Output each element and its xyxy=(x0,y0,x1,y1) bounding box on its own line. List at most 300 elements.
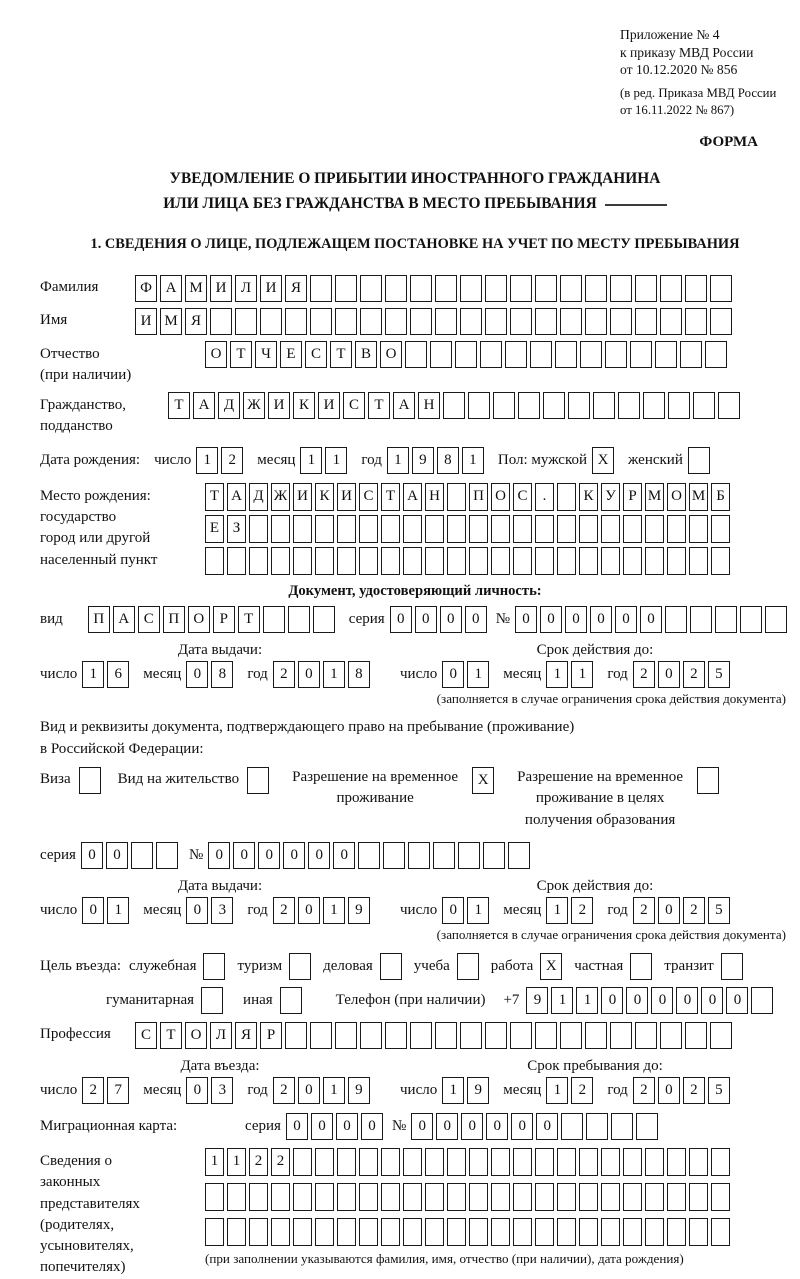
firstname-cell[interactable] xyxy=(585,308,607,335)
birth-place-cell[interactable] xyxy=(293,515,312,543)
firstname-cell[interactable] xyxy=(435,308,457,335)
doc-kind-cell[interactable]: А xyxy=(113,606,135,633)
expiry-month-cell[interactable]: 1 xyxy=(571,661,593,688)
issue-day-cell[interactable]: 1 xyxy=(82,661,104,688)
issue-month-cell[interactable]: 0 xyxy=(186,661,208,688)
migration-number-cell[interactable]: 0 xyxy=(511,1113,533,1140)
birth-place-cell[interactable]: Р xyxy=(623,483,642,511)
citizenship-cell[interactable] xyxy=(543,392,565,419)
citizenship-cell[interactable]: Т xyxy=(168,392,190,419)
surname-cell[interactable] xyxy=(685,275,707,302)
expiry-year-cell[interactable]: 0 xyxy=(658,661,680,688)
representatives-cell[interactable] xyxy=(469,1183,488,1211)
representatives-cell[interactable] xyxy=(579,1148,598,1176)
profession-cell[interactable]: Л xyxy=(210,1022,232,1049)
birth-day-cell[interactable]: 2 xyxy=(221,447,243,474)
representatives-cell[interactable] xyxy=(689,1218,708,1246)
patronymic-cell[interactable] xyxy=(705,341,727,368)
issue-year-cell[interactable]: 0 xyxy=(298,661,320,688)
citizenship-cell[interactable]: И xyxy=(318,392,340,419)
stay-year-cell[interactable]: 5 xyxy=(708,1077,730,1104)
representatives-cell[interactable] xyxy=(623,1183,642,1211)
birth-place-cell[interactable] xyxy=(667,547,686,575)
citizenship-cell[interactable]: А xyxy=(393,392,415,419)
birth-place-cell[interactable] xyxy=(557,515,576,543)
purpose-official-cell[interactable] xyxy=(203,953,225,980)
representatives-cell[interactable] xyxy=(667,1148,686,1176)
birth-place-cell[interactable]: С xyxy=(513,483,532,511)
doc-number-cell[interactable] xyxy=(740,606,762,633)
birth-place-cell[interactable] xyxy=(557,547,576,575)
doc-number-cell[interactable]: 0 xyxy=(565,606,587,633)
issue-year-cell[interactable]: 1 xyxy=(323,897,345,924)
surname-cell[interactable] xyxy=(435,275,457,302)
profession-cell[interactable] xyxy=(610,1022,632,1049)
migration-number-cell[interactable]: 0 xyxy=(461,1113,483,1140)
firstname-cell[interactable] xyxy=(335,308,357,335)
birth-place-cell[interactable] xyxy=(535,515,554,543)
representatives-cell[interactable] xyxy=(579,1183,598,1211)
profession-cell[interactable]: Я xyxy=(235,1022,257,1049)
entry-month-cell[interactable]: 0 xyxy=(186,1077,208,1104)
birth-place-cell[interactable]: И xyxy=(293,483,312,511)
stay-year-cell[interactable]: 2 xyxy=(683,1077,705,1104)
purpose-tourism-cell[interactable] xyxy=(289,953,311,980)
sex-female-cell[interactable] xyxy=(688,447,710,474)
birth-place-cell[interactable] xyxy=(579,515,598,543)
firstname-cell[interactable] xyxy=(285,308,307,335)
patronymic-cell[interactable] xyxy=(455,341,477,368)
birth-place-cell[interactable]: Е xyxy=(205,515,224,543)
representatives-cell[interactable] xyxy=(403,1218,422,1246)
representatives-cell[interactable]: 2 xyxy=(249,1148,268,1176)
birth-place-cell[interactable]: А xyxy=(227,483,246,511)
representatives-cell[interactable]: 1 xyxy=(227,1148,246,1176)
surname-cell[interactable] xyxy=(585,275,607,302)
residence-number-cell[interactable]: 0 xyxy=(233,842,255,869)
representatives-cell[interactable] xyxy=(623,1218,642,1246)
temp-residence-edu-cell[interactable] xyxy=(697,767,719,794)
citizenship-cell[interactable]: С xyxy=(343,392,365,419)
birth-place-cell[interactable] xyxy=(491,547,510,575)
phone-cell[interactable] xyxy=(751,987,773,1014)
expiry-year-cell[interactable]: 5 xyxy=(708,661,730,688)
expiry-year-cell[interactable]: 0 xyxy=(658,897,680,924)
representatives-cell[interactable] xyxy=(513,1148,532,1176)
doc-series-cell[interactable]: 0 xyxy=(415,606,437,633)
birth-place-cell[interactable] xyxy=(601,515,620,543)
patronymic-cell[interactable]: Ч xyxy=(255,341,277,368)
doc-number-cell[interactable] xyxy=(715,606,737,633)
profession-cell[interactable] xyxy=(485,1022,507,1049)
birth-place-cell[interactable] xyxy=(271,515,290,543)
birth-place-cell[interactable] xyxy=(469,515,488,543)
residence-series-cell[interactable] xyxy=(131,842,153,869)
patronymic-cell[interactable] xyxy=(505,341,527,368)
representatives-cell[interactable] xyxy=(293,1218,312,1246)
birth-place-cell[interactable] xyxy=(337,547,356,575)
issue-year-cell[interactable]: 1 xyxy=(323,661,345,688)
phone-cell[interactable]: 1 xyxy=(551,987,573,1014)
citizenship-cell[interactable] xyxy=(568,392,590,419)
firstname-cell[interactable] xyxy=(360,308,382,335)
patronymic-cell[interactable] xyxy=(405,341,427,368)
citizenship-cell[interactable] xyxy=(618,392,640,419)
firstname-cell[interactable] xyxy=(685,308,707,335)
residence-series-cell[interactable]: 0 xyxy=(106,842,128,869)
birth-place-cell[interactable]: З xyxy=(227,515,246,543)
birth-place-cell[interactable] xyxy=(491,515,510,543)
representatives-cell[interactable] xyxy=(293,1183,312,1211)
birth-place-cell[interactable] xyxy=(425,515,444,543)
representatives-cell[interactable] xyxy=(645,1218,664,1246)
firstname-cell[interactable] xyxy=(660,308,682,335)
doc-kind-cell[interactable] xyxy=(313,606,335,633)
firstname-cell[interactable] xyxy=(235,308,257,335)
entry-year-cell[interactable]: 9 xyxy=(348,1077,370,1104)
firstname-cell[interactable] xyxy=(260,308,282,335)
representatives-cell[interactable] xyxy=(667,1218,686,1246)
birth-place-cell[interactable] xyxy=(403,515,422,543)
issue-day-cell[interactable]: 1 xyxy=(107,897,129,924)
representatives-cell[interactable] xyxy=(645,1148,664,1176)
doc-kind-cell[interactable]: Т xyxy=(238,606,260,633)
representatives-cell[interactable] xyxy=(359,1218,378,1246)
issue-day-cell[interactable]: 0 xyxy=(82,897,104,924)
profession-cell[interactable] xyxy=(510,1022,532,1049)
profession-cell[interactable] xyxy=(710,1022,732,1049)
citizenship-cell[interactable]: Д xyxy=(218,392,240,419)
citizenship-cell[interactable] xyxy=(493,392,515,419)
birth-place-cell[interactable] xyxy=(667,515,686,543)
birth-place-cell[interactable]: А xyxy=(403,483,422,511)
representatives-cell[interactable] xyxy=(271,1218,290,1246)
birth-place-cell[interactable] xyxy=(447,483,466,511)
representatives-cell[interactable] xyxy=(205,1183,224,1211)
representatives-cell[interactable] xyxy=(535,1148,554,1176)
migration-series-cell[interactable]: 0 xyxy=(286,1113,308,1140)
profession-cell[interactable]: Т xyxy=(160,1022,182,1049)
citizenship-cell[interactable] xyxy=(443,392,465,419)
issue-year-cell[interactable]: 9 xyxy=(348,897,370,924)
patronymic-cell[interactable] xyxy=(605,341,627,368)
representatives-cell[interactable] xyxy=(711,1148,730,1176)
representatives-cell[interactable] xyxy=(557,1148,576,1176)
phone-cell[interactable]: 0 xyxy=(601,987,623,1014)
firstname-cell[interactable]: М xyxy=(160,308,182,335)
surname-cell[interactable] xyxy=(485,275,507,302)
birth-place-cell[interactable] xyxy=(623,547,642,575)
birth-place-cell[interactable]: К xyxy=(579,483,598,511)
representatives-cell[interactable] xyxy=(315,1183,334,1211)
residence-number-cell[interactable] xyxy=(383,842,405,869)
surname-cell[interactable] xyxy=(385,275,407,302)
phone-cell[interactable]: 0 xyxy=(726,987,748,1014)
entry-year-cell[interactable]: 0 xyxy=(298,1077,320,1104)
migration-number-cell[interactable]: 0 xyxy=(486,1113,508,1140)
surname-cell[interactable] xyxy=(660,275,682,302)
profession-cell[interactable]: С xyxy=(135,1022,157,1049)
migration-number-cell[interactable] xyxy=(561,1113,583,1140)
phone-cell[interactable]: 0 xyxy=(701,987,723,1014)
firstname-cell[interactable] xyxy=(710,308,732,335)
representatives-cell[interactable] xyxy=(249,1183,268,1211)
birth-place-cell[interactable] xyxy=(469,547,488,575)
representatives-cell[interactable] xyxy=(513,1218,532,1246)
firstname-cell[interactable] xyxy=(635,308,657,335)
profession-cell[interactable] xyxy=(685,1022,707,1049)
migration-number-cell[interactable]: 0 xyxy=(436,1113,458,1140)
expiry-year-cell[interactable]: 2 xyxy=(633,661,655,688)
citizenship-cell[interactable]: И xyxy=(268,392,290,419)
phone-cell[interactable]: 9 xyxy=(526,987,548,1014)
firstname-cell[interactable] xyxy=(210,308,232,335)
birth-place-cell[interactable] xyxy=(381,547,400,575)
birth-place-cell[interactable] xyxy=(249,547,268,575)
stay-day-cell[interactable]: 9 xyxy=(467,1077,489,1104)
residence-number-cell[interactable]: 0 xyxy=(283,842,305,869)
purpose-transit-cell[interactable] xyxy=(721,953,743,980)
representatives-cell[interactable] xyxy=(601,1183,620,1211)
residence-number-cell[interactable] xyxy=(358,842,380,869)
birth-month-cell[interactable]: 1 xyxy=(325,447,347,474)
birth-place-cell[interactable]: М xyxy=(689,483,708,511)
issue-month-cell[interactable]: 3 xyxy=(211,897,233,924)
representatives-cell[interactable] xyxy=(491,1218,510,1246)
birth-place-cell[interactable]: И xyxy=(337,483,356,511)
firstname-cell[interactable]: Я xyxy=(185,308,207,335)
surname-cell[interactable] xyxy=(410,275,432,302)
patronymic-cell[interactable]: Т xyxy=(330,341,352,368)
profession-cell[interactable] xyxy=(385,1022,407,1049)
representatives-cell[interactable] xyxy=(645,1183,664,1211)
representatives-cell[interactable] xyxy=(315,1148,334,1176)
birth-place-cell[interactable] xyxy=(359,515,378,543)
birth-place-cell[interactable]: К xyxy=(315,483,334,511)
birth-place-cell[interactable] xyxy=(711,515,730,543)
birth-place-cell[interactable]: Б xyxy=(711,483,730,511)
purpose-private-cell[interactable] xyxy=(630,953,652,980)
representatives-cell[interactable] xyxy=(381,1218,400,1246)
birth-place-cell[interactable] xyxy=(689,547,708,575)
migration-number-cell[interactable] xyxy=(636,1113,658,1140)
entry-month-cell[interactable]: 3 xyxy=(211,1077,233,1104)
birth-place-cell[interactable] xyxy=(535,547,554,575)
birth-place-cell[interactable]: О xyxy=(667,483,686,511)
citizenship-cell[interactable] xyxy=(643,392,665,419)
citizenship-cell[interactable]: Ж xyxy=(243,392,265,419)
purpose-other-cell[interactable] xyxy=(280,987,302,1014)
profession-cell[interactable]: О xyxy=(185,1022,207,1049)
birth-place-cell[interactable] xyxy=(447,515,466,543)
representatives-cell[interactable] xyxy=(381,1183,400,1211)
expiry-year-cell[interactable]: 2 xyxy=(683,661,705,688)
migration-series-cell[interactable]: 0 xyxy=(336,1113,358,1140)
birth-place-cell[interactable] xyxy=(689,515,708,543)
representatives-cell[interactable] xyxy=(667,1183,686,1211)
doc-kind-cell[interactable]: П xyxy=(163,606,185,633)
expiry-day-cell[interactable]: 0 xyxy=(442,897,464,924)
residence-number-cell[interactable]: 0 xyxy=(333,842,355,869)
doc-kind-cell[interactable]: С xyxy=(138,606,160,633)
patronymic-cell[interactable]: Е xyxy=(280,341,302,368)
patronymic-cell[interactable] xyxy=(580,341,602,368)
firstname-cell[interactable] xyxy=(560,308,582,335)
expiry-month-cell[interactable]: 2 xyxy=(571,897,593,924)
birth-place-cell[interactable] xyxy=(513,515,532,543)
patronymic-cell[interactable]: Т xyxy=(230,341,252,368)
patronymic-cell[interactable]: С xyxy=(305,341,327,368)
sex-male-cell[interactable]: X xyxy=(592,447,614,474)
representatives-cell[interactable] xyxy=(469,1218,488,1246)
representatives-cell[interactable] xyxy=(425,1183,444,1211)
representatives-cell[interactable] xyxy=(227,1218,246,1246)
birth-place-cell[interactable] xyxy=(579,547,598,575)
purpose-study-cell[interactable] xyxy=(457,953,479,980)
doc-number-cell[interactable]: 0 xyxy=(615,606,637,633)
birth-day-cell[interactable]: 1 xyxy=(196,447,218,474)
surname-cell[interactable]: Ф xyxy=(135,275,157,302)
residence-series-cell[interactable] xyxy=(156,842,178,869)
stay-year-cell[interactable]: 0 xyxy=(658,1077,680,1104)
doc-number-cell[interactable] xyxy=(690,606,712,633)
doc-number-cell[interactable]: 0 xyxy=(540,606,562,633)
representatives-cell[interactable] xyxy=(425,1148,444,1176)
surname-cell[interactable] xyxy=(560,275,582,302)
issue-month-cell[interactable]: 0 xyxy=(186,897,208,924)
representatives-cell[interactable] xyxy=(557,1218,576,1246)
citizenship-cell[interactable] xyxy=(718,392,740,419)
surname-cell[interactable]: Л xyxy=(235,275,257,302)
residence-number-cell[interactable]: 0 xyxy=(208,842,230,869)
patronymic-cell[interactable] xyxy=(555,341,577,368)
profession-cell[interactable] xyxy=(335,1022,357,1049)
birth-place-cell[interactable]: Т xyxy=(381,483,400,511)
surname-cell[interactable] xyxy=(310,275,332,302)
issue-year-cell[interactable]: 2 xyxy=(273,897,295,924)
citizenship-cell[interactable]: Н xyxy=(418,392,440,419)
firstname-cell[interactable] xyxy=(410,308,432,335)
residence-number-cell[interactable]: 0 xyxy=(258,842,280,869)
entry-day-cell[interactable]: 2 xyxy=(82,1077,104,1104)
temp-residence-cell[interactable]: X xyxy=(472,767,494,794)
birth-place-cell[interactable] xyxy=(425,547,444,575)
representatives-cell[interactable] xyxy=(447,1148,466,1176)
profession-cell[interactable] xyxy=(360,1022,382,1049)
surname-cell[interactable]: Я xyxy=(285,275,307,302)
birth-place-cell[interactable] xyxy=(271,547,290,575)
doc-kind-cell[interactable] xyxy=(263,606,285,633)
expiry-year-cell[interactable]: 5 xyxy=(708,897,730,924)
birth-place-cell[interactable] xyxy=(711,547,730,575)
surname-cell[interactable] xyxy=(360,275,382,302)
phone-cell[interactable]: 0 xyxy=(626,987,648,1014)
profession-cell[interactable] xyxy=(660,1022,682,1049)
migration-number-cell[interactable] xyxy=(611,1113,633,1140)
visa-cell[interactable] xyxy=(79,767,101,794)
surname-cell[interactable] xyxy=(535,275,557,302)
patronymic-cell[interactable]: О xyxy=(380,341,402,368)
representatives-cell[interactable] xyxy=(403,1183,422,1211)
birth-place-cell[interactable]: О xyxy=(491,483,510,511)
birth-place-cell[interactable] xyxy=(601,547,620,575)
stay-day-cell[interactable]: 1 xyxy=(442,1077,464,1104)
surname-cell[interactable] xyxy=(710,275,732,302)
expiry-month-cell[interactable]: 1 xyxy=(546,897,568,924)
entry-year-cell[interactable]: 2 xyxy=(273,1077,295,1104)
birth-place-cell[interactable] xyxy=(557,483,576,511)
profession-cell[interactable] xyxy=(560,1022,582,1049)
representatives-cell[interactable] xyxy=(447,1183,466,1211)
purpose-business-cell[interactable] xyxy=(380,953,402,980)
representatives-cell[interactable] xyxy=(447,1218,466,1246)
firstname-cell[interactable] xyxy=(460,308,482,335)
stay-month-cell[interactable]: 1 xyxy=(546,1077,568,1104)
doc-kind-cell[interactable]: Р xyxy=(213,606,235,633)
patronymic-cell[interactable] xyxy=(430,341,452,368)
stay-year-cell[interactable]: 2 xyxy=(633,1077,655,1104)
patronymic-cell[interactable]: О xyxy=(205,341,227,368)
expiry-year-cell[interactable]: 2 xyxy=(633,897,655,924)
residence-permit-cell[interactable] xyxy=(247,767,269,794)
profession-cell[interactable] xyxy=(585,1022,607,1049)
representatives-cell[interactable] xyxy=(535,1183,554,1211)
surname-cell[interactable] xyxy=(460,275,482,302)
birth-place-cell[interactable]: Т xyxy=(205,483,224,511)
surname-cell[interactable]: И xyxy=(210,275,232,302)
patronymic-cell[interactable]: В xyxy=(355,341,377,368)
representatives-cell[interactable] xyxy=(337,1183,356,1211)
firstname-cell[interactable] xyxy=(485,308,507,335)
residence-series-cell[interactable]: 0 xyxy=(81,842,103,869)
citizenship-cell[interactable]: К xyxy=(293,392,315,419)
issue-year-cell[interactable]: 2 xyxy=(273,661,295,688)
representatives-cell[interactable] xyxy=(315,1218,334,1246)
birth-place-cell[interactable] xyxy=(337,515,356,543)
representatives-cell[interactable] xyxy=(535,1218,554,1246)
profession-cell[interactable] xyxy=(460,1022,482,1049)
doc-series-cell[interactable]: 0 xyxy=(440,606,462,633)
migration-series-cell[interactable]: 0 xyxy=(361,1113,383,1140)
firstname-cell[interactable] xyxy=(385,308,407,335)
doc-kind-cell[interactable] xyxy=(288,606,310,633)
representatives-cell[interactable] xyxy=(711,1183,730,1211)
doc-number-cell[interactable]: 0 xyxy=(640,606,662,633)
birth-place-cell[interactable] xyxy=(645,547,664,575)
patronymic-cell[interactable] xyxy=(680,341,702,368)
patronymic-cell[interactable] xyxy=(630,341,652,368)
birth-place-cell[interactable] xyxy=(227,547,246,575)
firstname-cell[interactable] xyxy=(535,308,557,335)
representatives-cell[interactable] xyxy=(227,1183,246,1211)
birth-place-cell[interactable] xyxy=(645,515,664,543)
birth-place-cell[interactable] xyxy=(315,547,334,575)
representatives-cell[interactable] xyxy=(513,1183,532,1211)
surname-cell[interactable]: И xyxy=(260,275,282,302)
birth-place-cell[interactable] xyxy=(249,515,268,543)
citizenship-cell[interactable]: Т xyxy=(368,392,390,419)
profession-cell[interactable] xyxy=(285,1022,307,1049)
patronymic-cell[interactable] xyxy=(655,341,677,368)
doc-kind-cell[interactable]: О xyxy=(188,606,210,633)
profession-cell[interactable]: Р xyxy=(260,1022,282,1049)
birth-place-cell[interactable] xyxy=(623,515,642,543)
surname-cell[interactable]: М xyxy=(185,275,207,302)
representatives-cell[interactable] xyxy=(623,1148,642,1176)
representatives-cell[interactable] xyxy=(689,1148,708,1176)
doc-number-cell[interactable]: 0 xyxy=(590,606,612,633)
expiry-day-cell[interactable]: 1 xyxy=(467,661,489,688)
